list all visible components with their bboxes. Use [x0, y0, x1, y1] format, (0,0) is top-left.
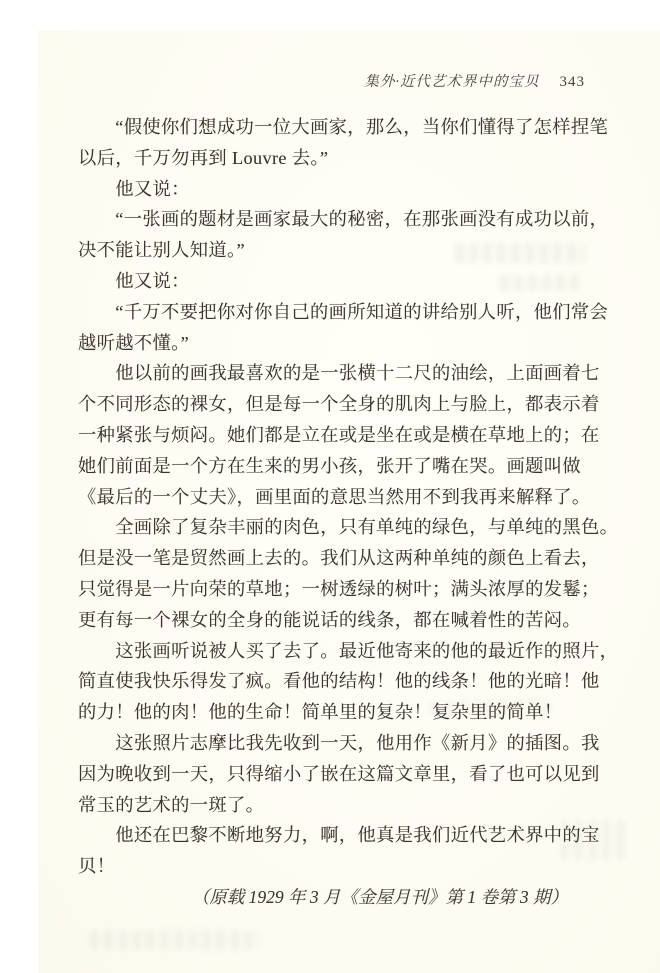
text-line: 个不同形态的裸女，但是每一个全身的肌肉上与脸上，都表示着 — [78, 394, 600, 415]
text-line: 全画除了复杂丰丽的肉色，只有单纯的绿色，与单纯的黑色。 — [78, 517, 619, 538]
page-header — [364, 70, 585, 91]
body-text — [78, 112, 619, 882]
text-line: 更有每一个裸女的全身的能说话的线条，都在喊着性的苦闷。 — [78, 609, 582, 630]
source-note: （原载 1929 年 3 月《金屋月刊》第 1 卷第 3 期） — [191, 887, 568, 907]
text-line: 他以前的画我最喜欢的是一张横十二尺的油绘，上面画着七 — [78, 363, 600, 384]
text-line: 他又说： — [78, 178, 190, 199]
text-line: 但是没一笔是贸然画上去的。我们从这两种单纯的颜色上看去， — [78, 548, 600, 569]
text-line: 决不能让别人知道。” — [78, 240, 245, 261]
text-line: 简直使我快乐得发了疯。看他的结构！他的线条！他的光暗！他 — [78, 671, 600, 692]
text-line: 常玉的艺术的一斑了。 — [78, 794, 265, 815]
text-line: 的力！他的肉！他的生命！简单里的复杂！复杂里的简单！ — [78, 702, 563, 723]
text-line: 一种紧张与烦闷。她们都是立在或是坐在或是横在草地上的；在 — [78, 424, 600, 445]
text-line: 这张画听说被人买了去了。最近他寄来的他的最近作的照片， — [78, 640, 619, 661]
text-line: 以后，千万勿再到 Louvre 去。” — [78, 147, 329, 168]
text-line: 贝！ — [78, 856, 116, 877]
page-number: 343 — [559, 74, 585, 90]
text-line: 这张照片志摩比我先收到一天，他用作《新月》的插图。我 — [78, 732, 600, 753]
running-head: 集外·近代艺术界中的宝贝 — [364, 74, 540, 90]
text-line: 越听越不懂。” — [78, 332, 190, 353]
text-line: “假使你们想成功一位大画家，那么，当你们懂得了怎样捏笔 — [78, 117, 609, 137]
text-line: 《最后的一个丈夫》，画里面的意思当然用不到我再来解释了。 — [78, 486, 591, 507]
text-line: “千万不要把你对你自己的画所知道的讲给别人听，他们常会 — [78, 301, 609, 322]
text-line: 他又说： — [78, 270, 190, 291]
text-line: 只觉得是一片向荣的草地；一树透绿的树叶；满头浓厚的发鬈； — [78, 578, 600, 599]
text-line: 因为晚收到一天，只得缩小了嵌在这篇文章里，看了也可以见到 — [78, 763, 600, 784]
text-line: “一张画的题材是画家最大的秘密，在那张画没有成功以前， — [78, 209, 609, 230]
text-line: 他还在巴黎不断地努力，啊，他真是我们近代艺术界中的宝 — [78, 825, 600, 846]
text-line: 她们前面是一个方在生来的男小孩，张开了嘴在哭。画题叫做 — [78, 455, 582, 476]
